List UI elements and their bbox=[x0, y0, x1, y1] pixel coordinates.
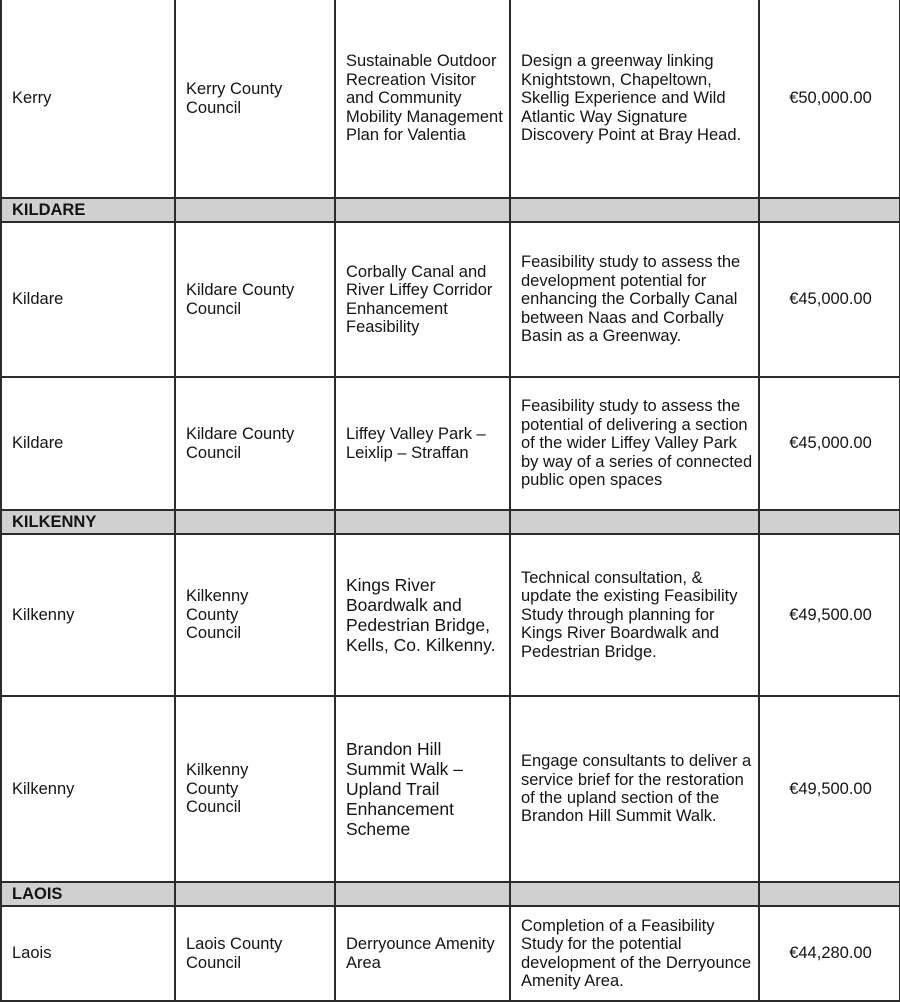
county-cell: Laois bbox=[1, 906, 175, 1001]
section-header-row bbox=[1, 510, 900, 534]
section-empty-cell bbox=[510, 510, 759, 534]
project-cell: Sustainable Outdoor Recreation Visitor and Community Mobility Management Plan for Valentia bbox=[335, 0, 510, 198]
description-cell: Engage consultants to deliver a service brief for the restoration of the upland section of the Brandon Hill Summit Walk. bbox=[510, 696, 759, 882]
amount-cell: €49,500.00 bbox=[759, 696, 900, 882]
description-cell: Completion of a Feasibility Study for the potential development of the Derryounce Amenity Area. bbox=[510, 906, 759, 1001]
description-cell: Design a greenway linking Knightstown, Chapeltown, Skellig Experience and Wild Atlantic Way Signature Discovery Point at Bray Head. bbox=[510, 0, 759, 198]
section-empty-cell bbox=[175, 510, 335, 534]
section-empty-cell bbox=[175, 882, 335, 906]
project-cell: Liffey Valley Park – Leixlip – Straffan bbox=[335, 377, 510, 510]
description-cell: Feasibility study to assess the potential of delivering a section of the wider Liffey Valley Park by way of a series of connected public open spaces bbox=[510, 377, 759, 510]
applicant-cell: Kilkenny County Council bbox=[175, 534, 335, 696]
section-label: KILKENNY bbox=[1, 510, 175, 534]
section-empty-cell bbox=[510, 198, 759, 222]
table-row bbox=[1, 906, 900, 1001]
section-label: KILDARE bbox=[1, 198, 175, 222]
section-header-row bbox=[1, 882, 900, 906]
applicant-cell: Laois County Council bbox=[175, 906, 335, 1001]
section-empty-cell bbox=[335, 510, 510, 534]
section-empty-cell bbox=[759, 198, 900, 222]
section-empty-cell bbox=[759, 882, 900, 906]
table-row bbox=[1, 534, 900, 696]
section-header-row bbox=[1, 198, 900, 222]
description-cell: Feasibility study to assess the development potential for enhancing the Corbally Canal between Naas and Corbally Basin as a Greenway. bbox=[510, 222, 759, 377]
table-row bbox=[1, 377, 900, 510]
section-empty-cell bbox=[335, 882, 510, 906]
amount-cell: €45,000.00 bbox=[759, 222, 900, 377]
applicant-cell: Kildare County Council bbox=[175, 222, 335, 377]
section-empty-cell bbox=[510, 882, 759, 906]
section-label: LAOIS bbox=[1, 882, 175, 906]
applicant-cell: Kildare County Council bbox=[175, 377, 335, 510]
county-cell: Kerry bbox=[1, 0, 175, 198]
section-empty-cell bbox=[175, 198, 335, 222]
amount-cell: €50,000.00 bbox=[759, 0, 900, 198]
county-cell: Kildare bbox=[1, 377, 175, 510]
section-empty-cell bbox=[335, 198, 510, 222]
county-cell: Kildare bbox=[1, 222, 175, 377]
amount-cell: €49,500.00 bbox=[759, 534, 900, 696]
table-row bbox=[1, 0, 900, 198]
project-cell: Corbally Canal and River Liffey Corridor Enhancement Feasibility bbox=[335, 222, 510, 377]
project-cell: Brandon Hill Summit Walk – Upland Trail Enhancement Scheme bbox=[335, 696, 510, 882]
project-cell: Derryounce Amenity Area bbox=[335, 906, 510, 1001]
applicant-cell: Kilkenny County Council bbox=[175, 696, 335, 882]
project-cell: Kings River Boardwalk and Pedestrian Bridge, Kells, Co. Kilkenny. bbox=[335, 534, 510, 696]
amount-cell: €45,000.00 bbox=[759, 377, 900, 510]
table-row bbox=[1, 222, 900, 377]
amount-cell: €44,280.00 bbox=[759, 906, 900, 1001]
description-cell: Technical consultation, & update the existing Feasibility Study through planning for Kings River Boardwalk and Pedestrian Bridge. bbox=[510, 534, 759, 696]
section-empty-cell bbox=[759, 510, 900, 534]
county-cell: Kilkenny bbox=[1, 696, 175, 882]
applicant-cell: Kerry County Council bbox=[175, 0, 335, 198]
county-cell: Kilkenny bbox=[1, 534, 175, 696]
table-row bbox=[1, 696, 900, 882]
